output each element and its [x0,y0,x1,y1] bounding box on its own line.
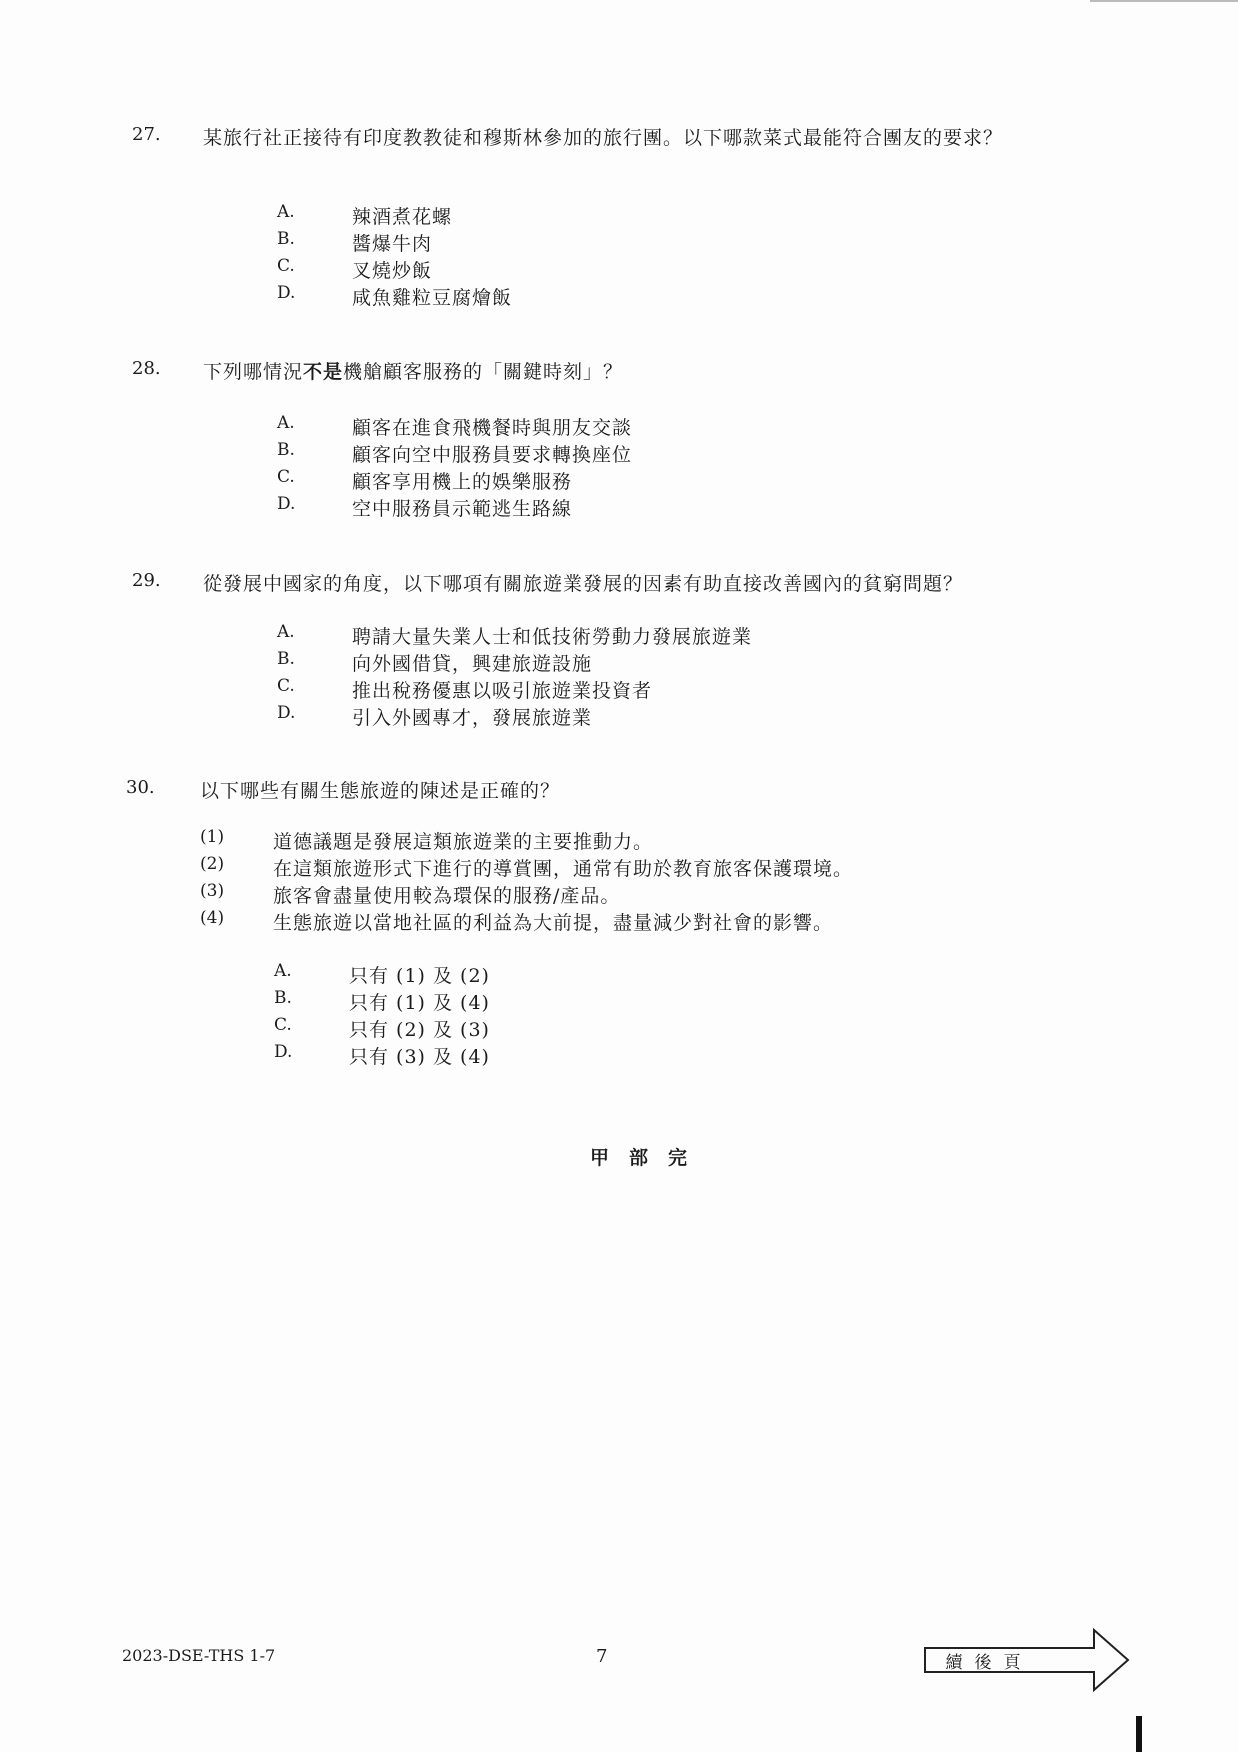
option-text: 顧客向空中服務員要求轉換座位 [352,444,633,466]
option-letter: D. [277,283,296,303]
option-text: 顧客在進食飛機餐時與朋友交談 [352,417,633,439]
option-text: 只有 (1) 及 (2) [349,965,490,987]
stem-text: 機艙顧客服務的「關鍵時刻」？ [343,361,624,383]
option-text: 辣酒煮花螺 [352,206,453,228]
option-letter: C. [277,676,295,696]
question-number: 28. [132,358,161,379]
option-letter: C. [277,256,295,276]
option-letter: B. [274,988,292,1008]
question-stem [203,358,1083,387]
option-letter: C. [277,467,295,487]
scan-mark [1136,1716,1142,1752]
option-letter: B. [277,229,295,249]
statement-number: (1) [200,827,225,847]
option-text: 只有 (3) 及 (4) [349,1046,490,1068]
continue-arrow [924,1628,1130,1692]
option-letter: B. [277,440,295,460]
question-stem: 以下哪些有關生態旅遊的陳述是正確的？ [200,780,561,802]
option-text: 叉燒炒飯 [352,260,433,282]
option-letter: A. [277,622,295,642]
option-letter: A. [274,961,292,981]
statement-text: 在這類旅遊形式下進行的導賞團，通常有助於教育旅客保護環境。 [273,858,854,880]
statement-text: 旅客會盡量使用較為環保的服務/產品。 [273,885,621,907]
statement-number: (3) [200,881,225,901]
section-end-label: 甲部完 [590,1147,708,1169]
option-text: 咸魚雞粒豆腐燴飯 [352,287,513,309]
scan-mark [1090,0,1238,2]
option-text: 空中服務員示範逃生路線 [352,498,573,520]
option-letter: A. [277,202,295,222]
stem-text: 下列哪情況 [203,361,304,383]
continue-label: 續後頁 [945,1653,1033,1673]
option-text: 只有 (1) 及 (4) [349,992,490,1014]
option-letter: C. [274,1015,292,1035]
page-number: 7 [596,1646,608,1667]
option-letter: D. [274,1042,293,1062]
option-letter: A. [277,413,295,433]
option-text: 向外國借貸，興建旅遊設施 [352,653,593,675]
statement-number: (4) [200,908,225,928]
statement-text: 生態旅遊以當地社區的利益為大前提，盡量減少對社會的影響。 [273,912,834,934]
statement-number: (2) [200,854,225,874]
option-letter: D. [277,494,296,514]
option-text: 引入外國專才，發展旅遊業 [352,707,593,729]
option-letter: D. [277,703,296,723]
question-stem: 從發展中國家的角度，以下哪項有關旅遊業發展的因素有助直接改善國內的貧窮問題？ [203,573,964,595]
option-text: 醬爆牛肉 [352,233,433,255]
option-text: 聘請大量失業人士和低技術勞動力發展旅遊業 [352,626,753,648]
question-number: 29. [132,570,161,591]
option-text: 顧客享用機上的娛樂服務 [352,471,573,493]
option-text: 推出稅務優惠以吸引旅遊業投資者 [352,680,653,702]
stem-emphasis: 不是 [303,361,344,383]
question-number: 27. [132,124,161,145]
statement-text: 道德議題是發展這類旅遊業的主要推動力。 [273,831,654,853]
paper-code: 2023-DSE-THS 1-7 [122,1646,276,1665]
question-stem: 某旅行社正接待有印度教教徒和穆斯林參加的旅行團。以下哪款菜式最能符合團友的要求？ [203,127,1004,149]
question-number: 30. [126,777,155,798]
option-letter: B. [277,649,295,669]
option-text: 只有 (2) 及 (3) [349,1019,490,1041]
